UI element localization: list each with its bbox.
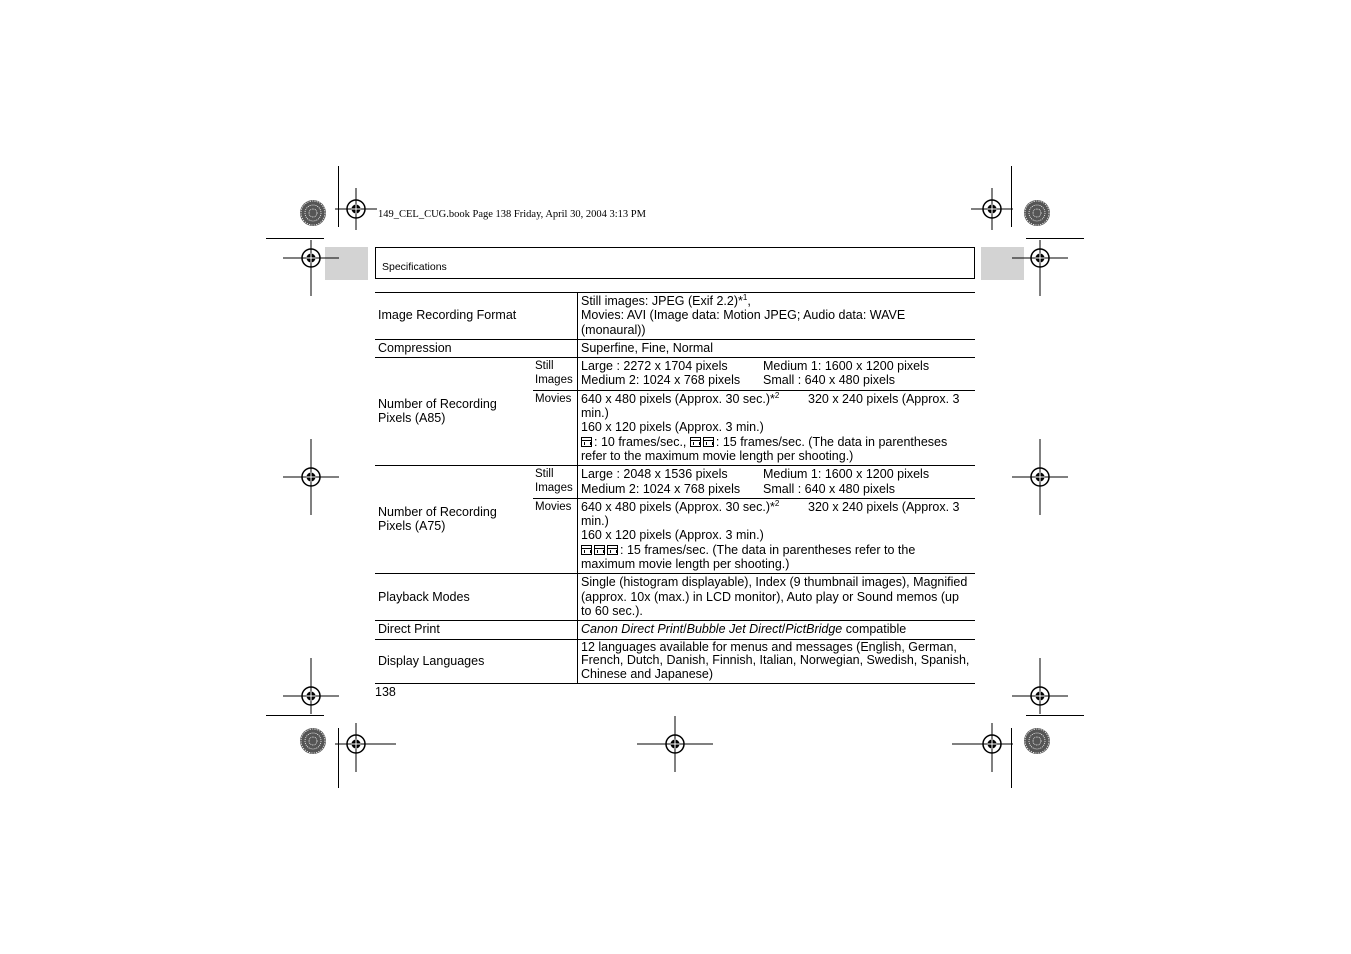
starburst-registration-icon (1024, 728, 1050, 754)
row-value-playback-modes: Single (histogram displayable), Index (9 thumbnail images), Magnified (approx. 10x (max.) in LCD monitor), Auto play or Sound memos (up to 60 sec.). (578, 574, 976, 621)
frame-rate-icon (581, 437, 592, 447)
a85-movie-320: 320 x 240 pixels (Approx. 3 min.) (581, 391, 960, 421)
table-row (375, 621, 975, 639)
a75-frame-rate-15: : 15 frames/sec. (The data in parentheses refer to the maximum movie length per shooting.) (581, 542, 916, 572)
a85-movie-640 (581, 392, 808, 406)
crosshair-registration-icon (283, 240, 339, 296)
footnote-marker: 1 (742, 293, 748, 302)
a85-movie-640-text: 640 x 480 pixels (Approx. 30 sec.)* (581, 391, 775, 406)
a75-still-large: Large : 2048 x 1536 pixels (581, 467, 728, 482)
a85-frame-rate-10: : 10 frames/sec., (594, 434, 687, 449)
page-number: 138 (375, 685, 396, 699)
canon-direct-print: Canon Direct Print (581, 622, 684, 637)
a75-still-values (578, 466, 976, 499)
table-row (375, 574, 975, 621)
row-value-display-languages: 12 languages available for menus and messages (English, German, French, Dutch, Danish, Finnish, Italian, Norwegian, Swedish, Spanish, Chinese and Japanese) (578, 639, 976, 684)
a85-still-small: Small : 640 x 480 pixels (763, 373, 896, 388)
a75-still-medium2: Medium 2: 1024 x 768 pixels (581, 481, 741, 496)
separator: / (683, 622, 687, 637)
a75-still-medium1: Medium 1: 1600 x 1200 pixels (763, 467, 930, 482)
row-label-recording-pixels-a85: Number of Recording Pixels (A85) (375, 358, 533, 466)
table-row (375, 339, 975, 357)
a75-movie-320: 320 x 240 pixels (Approx. 3 min.) (581, 499, 960, 529)
sublabel-still-images: Still Images (533, 466, 578, 499)
frame-rate-icon (607, 545, 618, 555)
row-value-compression: Superfine, Fine, Normal (578, 339, 976, 357)
format-still-text: Still images: JPEG (Exif 2.2)* (581, 294, 743, 308)
pictbridge: PictBridge (785, 622, 843, 637)
crosshair-registration-icon (283, 439, 339, 515)
table-row (375, 466, 975, 499)
table-row (375, 293, 975, 340)
crosshair-registration-icon (1012, 439, 1068, 515)
frame-rate-icon (594, 545, 605, 555)
table-row (375, 639, 975, 684)
row-label-recording-pixels-a75: Number of Recording Pixels (A75) (375, 466, 533, 574)
crosshair-registration-icon (283, 658, 339, 714)
starburst-registration-icon (300, 200, 326, 226)
footnote-marker: 2 (774, 498, 780, 508)
footnote-marker: 2 (774, 390, 780, 400)
a85-movie-160: 160 x 120 pixels (Approx. 3 min.) (581, 420, 764, 435)
crosshair-registration-icon (335, 188, 377, 230)
row-label-direct-print: Direct Print (375, 621, 578, 639)
sublabel-still-images: Still Images (533, 358, 578, 391)
frame-rate-icon (703, 437, 714, 447)
a85-frame-rate-15: : 15 frames/sec. (The data in parentheses refer to the maximum movie length per shooting.) (581, 434, 948, 463)
crosshair-registration-icon (1012, 658, 1068, 714)
a75-still-small: Small : 640 x 480 pixels (763, 481, 896, 496)
row-label-image-recording-format: Image Recording Format (375, 293, 578, 340)
a85-still-medium2: Medium 2: 1024 x 768 pixels (581, 373, 741, 388)
print-header: 149_CEL_CUG.book Page 138 Friday, April 30, 2004 3:13 PM (378, 209, 646, 220)
a75-movie-640 (581, 500, 808, 514)
crosshair-registration-icon (952, 723, 1013, 772)
sublabel-movies: Movies (533, 390, 578, 465)
row-value-direct-print (578, 621, 976, 639)
a85-movie-values (578, 390, 976, 465)
bubble-jet-direct: Bubble Jet Direct (686, 622, 782, 637)
a75-movie-640-text: 640 x 480 pixels (Approx. 30 sec.)* (581, 499, 775, 514)
frame-rate-icon (581, 545, 592, 555)
row-value-image-recording-format (578, 293, 976, 340)
crosshair-registration-icon (1012, 240, 1068, 296)
row-label-compression: Compression (375, 339, 578, 357)
starburst-registration-icon (1024, 200, 1050, 226)
a75-movie-160: 160 x 120 pixels (Approx. 3 min.) (581, 528, 764, 543)
specifications-table (375, 292, 975, 684)
row-label-playback-modes: Playback Modes (375, 574, 578, 621)
crosshair-registration-icon (971, 188, 1013, 230)
format-movies-text: Movies: AVI (Image data: Motion JPEG; Audio data: WAVE (monaural)) (581, 308, 906, 337)
compatible-suffix: compatible (842, 622, 907, 637)
crosshair-registration-icon (637, 716, 713, 772)
separator: / (781, 622, 786, 637)
section-title: Specifications (382, 261, 447, 273)
row-label-display-languages: Display Languages (375, 639, 578, 684)
a85-still-values (578, 358, 976, 391)
a85-still-large: Large : 2272 x 1704 pixels (581, 359, 728, 374)
starburst-registration-icon (300, 728, 326, 754)
sublabel-movies: Movies (533, 498, 578, 573)
frame-rate-icon (690, 437, 701, 447)
a75-movie-values (578, 498, 976, 573)
table-row (375, 358, 975, 391)
crosshair-registration-icon (335, 723, 396, 772)
a85-still-medium1: Medium 1: 1600 x 1200 pixels (763, 359, 930, 374)
format-still-end: , (747, 294, 751, 308)
